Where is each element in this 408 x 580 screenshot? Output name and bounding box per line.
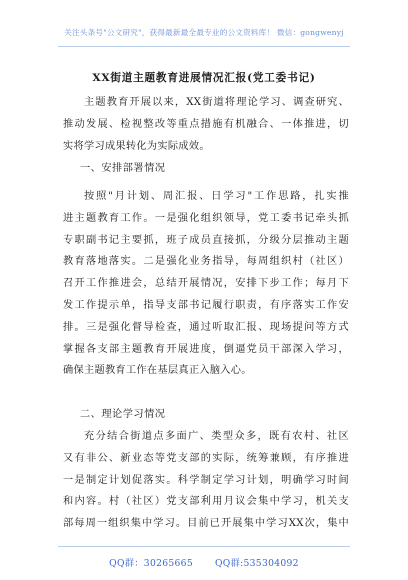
intro-paragraph [63,92,349,157]
section1-line: 专职副书记主要抓，班子成员直接抓，分级分层推动主题 [63,234,349,246]
section1-line: 进主题教育工作。一是强化组织领导，党工委书记牵头抓 [63,212,349,224]
intro-line: 推动发展、检视整改等重点措施有机融合、一体推进，切 [63,118,349,130]
section-heading-2: 二、理论学习情况 [80,409,166,420]
section1-paragraph [63,186,349,382]
document-title: XX街道主题教育进展情况汇报(党工委书记) [92,72,316,84]
section2-line: 又有非公、新业态等党支部的实际，统筹兼顾，有序推进 [63,452,349,464]
intro-line: 实将学习成果转化为实际成效。 [63,140,210,152]
section1-line: 发工作提示单，指导支部书记履行职责，有序落实工作安 [63,299,349,311]
section2-paragraph [63,426,349,535]
footer-qq-group-1: QQ群：30265665 [109,558,193,569]
section1-line: 召开工作推进会，总结开展情况，安排下步工作；每月下 [63,278,349,290]
section1-line: 确保主题教育工作在基层真正入脑入心。 [63,365,252,377]
section1-line: 按照"月计划、周汇报、日学习"工作思路，扎实推 [84,191,349,202]
section2-line: 部每周一组织集中学习。目前已开展集中学习XX次，集中 [63,518,349,530]
section1-line: 排。三是强化督导检查，通过听取汇报、现场提问等方式 [63,321,349,333]
footer [0,555,408,569]
section-heading-1: 一、安排部署情况 [80,163,166,174]
footer-divider [58,546,350,547]
section1-line: 教育落地落实。二是强化业务指导，每周组织村（社区） [63,256,349,268]
section2-line: 一是制定计划促落实。科学制定学习计划，明确学习时间 [63,474,349,486]
footer-qq-group-2: QQ群:535304092 [214,558,299,569]
section2-line: 充分结合街道点多面广、类型众多，既有农村、社区 [84,431,349,442]
section2-line: 和内容。村（社区）党支部利用月议会集中学习，机关支 [63,496,349,508]
header-banner: 关注头条号"公文研究"，获得最新最全最专业的公文资料库！ 微信：gongwenyj [64,28,344,37]
intro-line: 主题教育开展以来，XX街道将理论学习、调查研究、 [84,97,349,108]
section1-line: 掌握各支部主题教育开展进度，倒逼党员干部深入学习， [63,343,349,355]
header-divider [58,46,350,47]
